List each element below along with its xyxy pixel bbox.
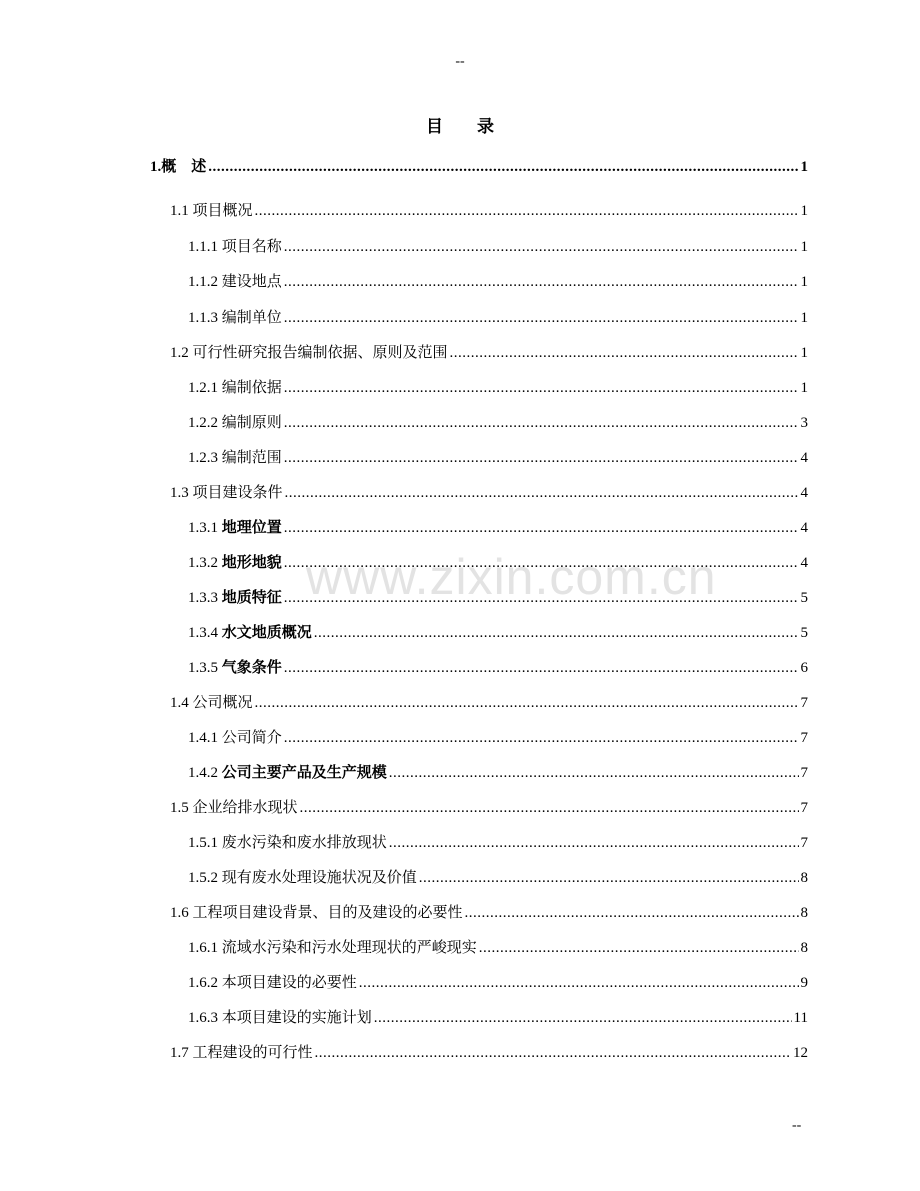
toc-entry[interactable] <box>188 587 808 609</box>
toc-entry[interactable] <box>188 972 808 994</box>
toc-entry-page: 7 <box>800 800 808 816</box>
toc-entry-page: 1 <box>800 380 808 396</box>
toc-entry-text: 流域水污染和污水处理现状的严峻现实 <box>221 940 477 956</box>
toc-entry-page: 5 <box>800 625 808 641</box>
toc-entry-text: 编制范围 <box>221 450 282 466</box>
toc-entry-text: 项目概况 <box>192 203 253 219</box>
toc-entry-number: 1.1.2 <box>188 274 222 290</box>
toc-entry-number: 1.1.3 <box>188 310 222 326</box>
toc-entry-page: 7 <box>800 730 808 746</box>
toc-entry-text: 地质特征 <box>221 589 282 606</box>
toc-entry-number: 1.3.3 <box>188 590 222 606</box>
toc-entry-page: 7 <box>800 695 808 711</box>
toc-entry-number: 1.3.5 <box>188 660 222 676</box>
toc-entry[interactable] <box>188 412 808 434</box>
toc-entry-text: 工程建设的可行性 <box>192 1045 313 1061</box>
toc-entry-text: 项目建设条件 <box>192 485 283 501</box>
toc-entry-page: 4 <box>800 555 808 571</box>
toc-entry-number: 1.1 <box>170 203 193 219</box>
toc-entry-text: 本项目建设的实施计划 <box>221 1010 372 1026</box>
toc-entry-number: 1.6.2 <box>188 975 222 991</box>
toc-entry[interactable] <box>188 937 808 959</box>
toc-entry-page: 12 <box>793 1045 808 1061</box>
toc-entry[interactable] <box>188 552 808 574</box>
page-title <box>0 112 920 137</box>
toc-entry-text: 可行性研究报告编制依据、原则及范围 <box>192 345 448 361</box>
toc-entry[interactable] <box>170 482 808 504</box>
toc-entry-page: 4 <box>800 520 808 536</box>
toc-entry-number: 1.4.1 <box>188 730 222 746</box>
toc-entry-text: 编制单位 <box>221 310 282 326</box>
toc-entry-number: 1.4 <box>170 695 193 711</box>
toc-entry-page: 3 <box>800 415 808 431</box>
toc-entry-text: 地形地貌 <box>221 554 282 571</box>
toc-entry-text: 编制依据 <box>221 380 282 396</box>
toc-entry-number: 1.5.1 <box>188 835 222 851</box>
toc-entry-number: 1.4.2 <box>188 765 222 781</box>
page-header-mark: -- <box>455 54 465 69</box>
toc-entry-text: 编制原则 <box>221 415 282 431</box>
toc-entry[interactable] <box>188 307 808 329</box>
toc-entry[interactable] <box>170 902 808 924</box>
toc-entry-number: 1.3.1 <box>188 520 222 536</box>
toc-entry[interactable] <box>170 1042 808 1064</box>
toc-entry[interactable] <box>188 762 808 784</box>
toc-entry-number: 1.6.3 <box>188 1010 222 1026</box>
toc-entry-text: 气象条件 <box>221 659 282 676</box>
toc-entry-page: 8 <box>800 870 808 886</box>
toc-entry-number: 1.1.1 <box>188 239 222 255</box>
toc-entry-number: 1.6.1 <box>188 940 222 956</box>
toc-entry-text: 公司简介 <box>221 730 282 746</box>
toc-entry-number: 1.3.2 <box>188 555 222 571</box>
toc-entry-text: 概 述 <box>161 159 207 175</box>
toc-entry-number: 1.3.4 <box>188 625 222 641</box>
toc-entry-page: 1 <box>800 345 808 361</box>
page-footer-mark: -- <box>792 1118 802 1133</box>
toc-entry-page: 1 <box>800 239 808 255</box>
toc-entry-page: 9 <box>800 975 808 991</box>
toc-entry-page: 4 <box>800 485 808 501</box>
toc-entry-number: 1. <box>150 159 162 175</box>
toc-entry[interactable] <box>170 692 808 714</box>
toc-entry[interactable] <box>188 657 808 679</box>
toc-entry-text: 水文地质概况 <box>221 624 312 641</box>
toc-entry-page: 11 <box>793 1010 808 1026</box>
toc-entry-page: 1 <box>800 274 808 290</box>
toc-entry-number: 1.3 <box>170 485 193 501</box>
toc-entry[interactable] <box>188 867 808 889</box>
toc-entry[interactable] <box>150 156 808 178</box>
toc-entry-text: 公司概况 <box>192 695 253 711</box>
toc-entry[interactable] <box>188 622 808 644</box>
toc-entry-page: 4 <box>800 450 808 466</box>
toc-entry-number: 1.2 <box>170 345 193 361</box>
toc-entry-number: 1.5.2 <box>188 870 222 886</box>
toc-entry-number: 1.2.2 <box>188 415 222 431</box>
toc-entry-text: 建设地点 <box>221 274 282 290</box>
toc-entry-number: 1.2.1 <box>188 380 222 396</box>
toc-entry-text: 企业给排水现状 <box>192 800 298 816</box>
toc-entry[interactable] <box>188 447 808 469</box>
toc-entry-text: 本项目建设的必要性 <box>221 975 357 991</box>
toc-entry-number: 1.2.3 <box>188 450 222 466</box>
toc-entry-page: 6 <box>800 660 808 676</box>
toc-entry-text: 项目名称 <box>221 239 282 255</box>
toc-entry[interactable] <box>170 797 808 819</box>
toc-entry-text: 现有废水处理设施状况及价值 <box>221 870 417 886</box>
toc-entry[interactable] <box>188 832 808 854</box>
title-char-left: 目 <box>426 117 443 136</box>
toc-entry-page: 8 <box>800 905 808 921</box>
toc-entry[interactable] <box>188 236 808 258</box>
toc-entry-page: 1 <box>800 159 808 175</box>
toc-entry[interactable] <box>188 1007 808 1029</box>
watermark: www.zixin.com.cn <box>306 549 717 605</box>
toc-entry[interactable] <box>188 271 808 293</box>
toc-entry-page: 8 <box>800 940 808 956</box>
toc-entry[interactable] <box>188 517 808 539</box>
toc-entry-text: 工程项目建设背景、目的及建设的必要性 <box>192 905 463 921</box>
title-char-right: 录 <box>477 117 494 136</box>
toc-entry-number: 1.6 <box>170 905 193 921</box>
toc-entry-text: 公司主要产品及生产规模 <box>221 764 387 781</box>
toc-entry[interactable] <box>170 342 808 364</box>
toc-entry-number: 1.5 <box>170 800 193 816</box>
toc-entry-page: 1 <box>800 310 808 326</box>
toc-entry[interactable] <box>170 200 808 222</box>
toc-entry-page: 7 <box>800 835 808 851</box>
toc-entry-page: 1 <box>800 203 808 219</box>
toc-entry-text: 废水污染和废水排放现状 <box>221 835 387 851</box>
toc-entry-page: 7 <box>800 765 808 781</box>
toc-entry-text: 地理位置 <box>221 519 282 536</box>
toc-entry-number: 1.7 <box>170 1045 193 1061</box>
toc-entry[interactable] <box>188 377 808 399</box>
toc-entry[interactable] <box>188 727 808 749</box>
toc-entry-page: 5 <box>800 590 808 606</box>
